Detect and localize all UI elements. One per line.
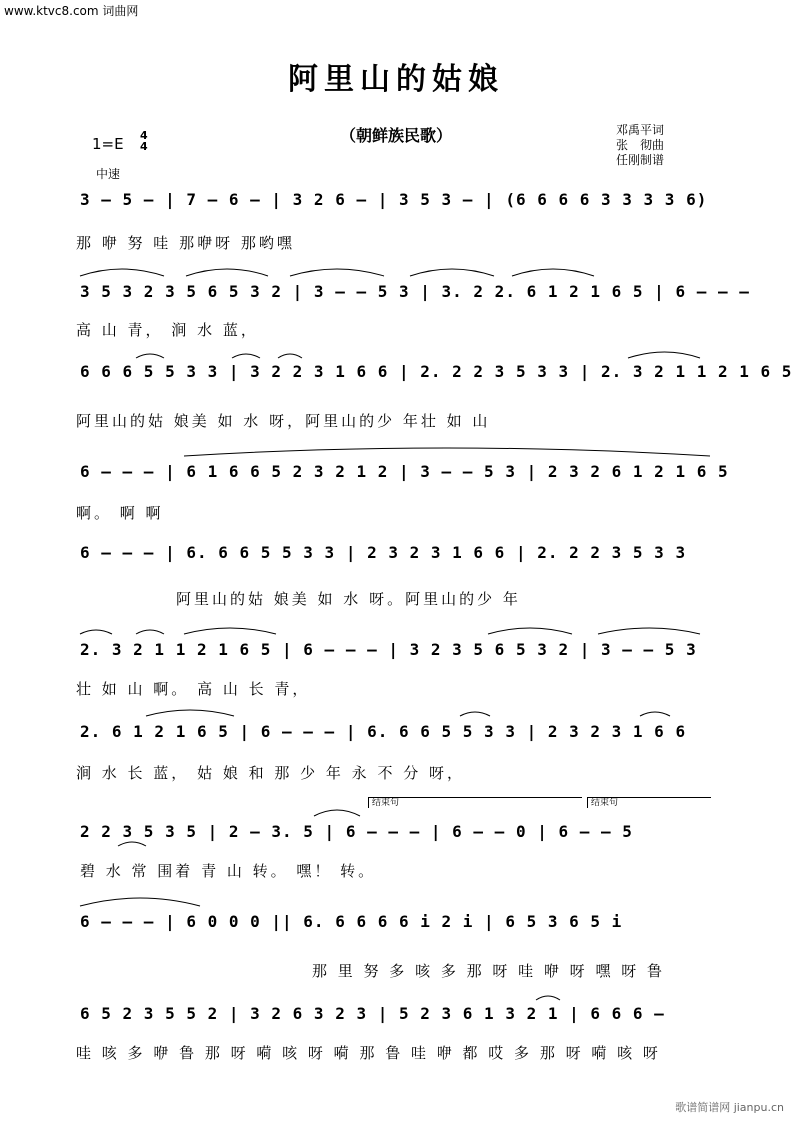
credit-arranger: 任刚制谱 — [616, 153, 665, 167]
notes-row-4: 6 – – – | 6 1 6 6 5 2 3 2 1 2 | 3 – – 5 3 | 2 3 2 6 1 2 1 6 5 — [80, 462, 729, 481]
meter-top: 4 — [140, 129, 148, 142]
footer-watermark: 歌谱简谱网 jianpu.cn — [675, 1101, 784, 1114]
notes-row-6: 2. 3 2 1 1 2 1 6 5 | 6 – – – | 3 2 3 5 6 5 3 2 | 3 – – 5 3 — [80, 640, 697, 659]
lyrics-row-4: 啊。 啊 啊 — [76, 504, 164, 522]
lyrics-row-2: 高 山 青， 涧 水 蓝， — [76, 321, 259, 339]
notes-row-1: 3 – 5 – | 7 – 6 – | 3 2 6 – | 3 5 3 – | (6 6 6 6 3 3 3 3 6) — [80, 190, 708, 209]
tempo-marking: 中速 — [96, 167, 121, 181]
ending-label-2: 结束句 — [591, 798, 619, 808]
notes-row-10: 6 5 2 3 5 5 2 | 3 2 6 3 2 3 | 5 2 3 6 1 3 2 1 | 6 6 6 – — [80, 1004, 665, 1023]
song-subtitle: （朝鲜族民歌） — [339, 126, 452, 145]
source-watermark: www.ktvc8.com 词曲网 — [4, 4, 139, 18]
lyrics-row-5: 阿里山的姑 娘美 如 水 呀。阿里山的少 年 — [176, 590, 521, 608]
lyrics-row-7: 涧 水 长 蓝， 姑 娘 和 那 少 年 永 不 分 呀， — [76, 764, 465, 782]
lyrics-row-1: 那 咿 努 哇 那咿呀 那哟嘿 — [76, 234, 295, 252]
notes-row-8: 2 2 3 5 3 5 | 2 – 3. 5 | 6 – – – | 6 – – 0 | 6 – – 5 — [80, 822, 633, 841]
song-title: 阿里山的姑娘 — [288, 62, 504, 97]
key-signature: 1=E — [92, 135, 124, 153]
lyrics-row-3: 阿里山的姑 娘美 如 水 呀，阿里山的少 年壮 如 山 — [76, 412, 491, 430]
notes-row-7: 2. 6 1 2 1 6 5 | 6 – – – | 6. 6 6 5 5 3 3 | 2 3 2 3 1 6 6 — [80, 722, 687, 741]
notes-row-2: 3 5 3 2 3 5 6 5 3 2 | 3 – – 5 3 | 3. 2 2. 6 1 2 1 6 5 | 6 – – – — [80, 282, 750, 301]
credit-lyricist: 邓禹平词 — [616, 123, 665, 137]
credit-composer: 张 彻曲 — [616, 138, 665, 152]
notes-row-5: 6 – – – | 6. 6 6 5 5 3 3 | 2 3 2 3 1 6 6 | 2. 2 2 3 5 3 3 — [80, 543, 687, 562]
lyrics-row-9: 那 里 努 多 咳 多 那 呀 哇 咿 呀 嘿 呀 鲁 — [312, 962, 665, 980]
ending-label-1: 结束句 — [372, 798, 400, 808]
lyrics-row-8: 碧 水 常 围着 青 山 转。 嘿！ 转。 — [80, 862, 377, 880]
notes-row-3: 6 6 6 5 5 3 3 | 3 2 2 3 1 6 6 | 2. 2 2 3 5 3 3 | 2. 3 2 1 1 2 1 6 5 — [80, 362, 792, 381]
lyrics-row-10: 哇 咳 多 咿 鲁 那 呀 嗬 咳 呀 嗬 那 鲁 哇 咿 都 哎 多 那 呀 嗬 咳 呀 — [76, 1044, 661, 1062]
notes-row-9: 6 – – – | 6 0 0 0 || 6. 6 6 6 6 i 2 i | 6 5 3 6 5 i — [80, 912, 623, 931]
lyrics-row-6: 壮 如 山 啊。 高 山 长 青， — [76, 680, 311, 698]
meter-bottom: 4 — [140, 140, 148, 153]
